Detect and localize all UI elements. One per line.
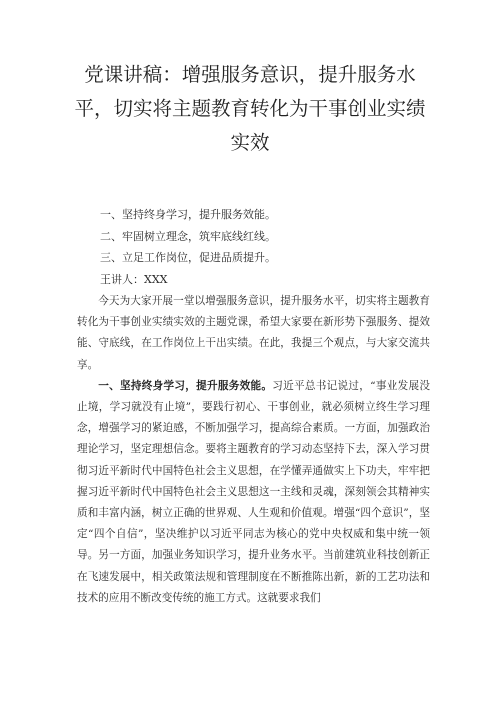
outline-item-3: 三、立足工作岗位，促进品质提升。 [100, 251, 276, 264]
title-line-3: 实效 [230, 131, 270, 154]
speaker-line: 王讲人：XXX [100, 272, 168, 286]
section-1-paragraph [77, 376, 430, 609]
outline-item-1: 一、坚持终身学习，提升服务效能。 [100, 208, 276, 221]
intro-paragraph: 今天为大家开展一堂以增强服务意识，提升服务水平，切实将主题教育转化为干事创业实绩实效的主题党课，希望大家要在新形势下强服务、提效能、守底线，在工作岗位上干出实绩。在此，我提三个观点，与大家交流共享。 [77, 295, 430, 371]
document-body [77, 291, 430, 609]
document-title [56, 58, 444, 160]
section-1-heading: 一、坚持终身学习，提升服务效能。 [98, 379, 273, 392]
outline-list [100, 204, 440, 290]
section-1-text: 习近平总书记说过，“事业发展没止境，学习就没有止境”，要践行初心、干事创业，就必须树立终生学习理念，增强学习的紧迫感，不断加强学习，提高综合素质。一方面，加强政治理论学习，坚定理想信念。要将主题教育的学习动态坚持下去，深入学习贯彻习近平新时代中国特色社会主义思想，在学懂弄通做实上下功夫，牢牢把握习近平新时代中国特色社会主义思想这一主线和灵魂，深刻领会其精神实质和丰富内涵，树立正确的世界观、人生观和价值观。增强“四个意识”，坚定“四个自信”，坚决维护以习近平同志为核心的党中央权威和集中统一领导。另一方面，加强业务知识学习，提升业务水平。当前建筑业科技创新正在飞速发展中，相关政策法规和管理制度在不断推陈出新，新的工艺功法和技术的应用不断改变传统的施工方式。这就要求我们 [77, 379, 430, 604]
title-line-1: 党课讲稿：增强服务意识，提升服务水 [84, 63, 416, 86]
title-line-2: 平，切实将主题教育转化为干事创业实绩 [74, 97, 426, 120]
outline-item-2: 二、牢固树立理念，筑牢底线红线。 [100, 229, 276, 243]
